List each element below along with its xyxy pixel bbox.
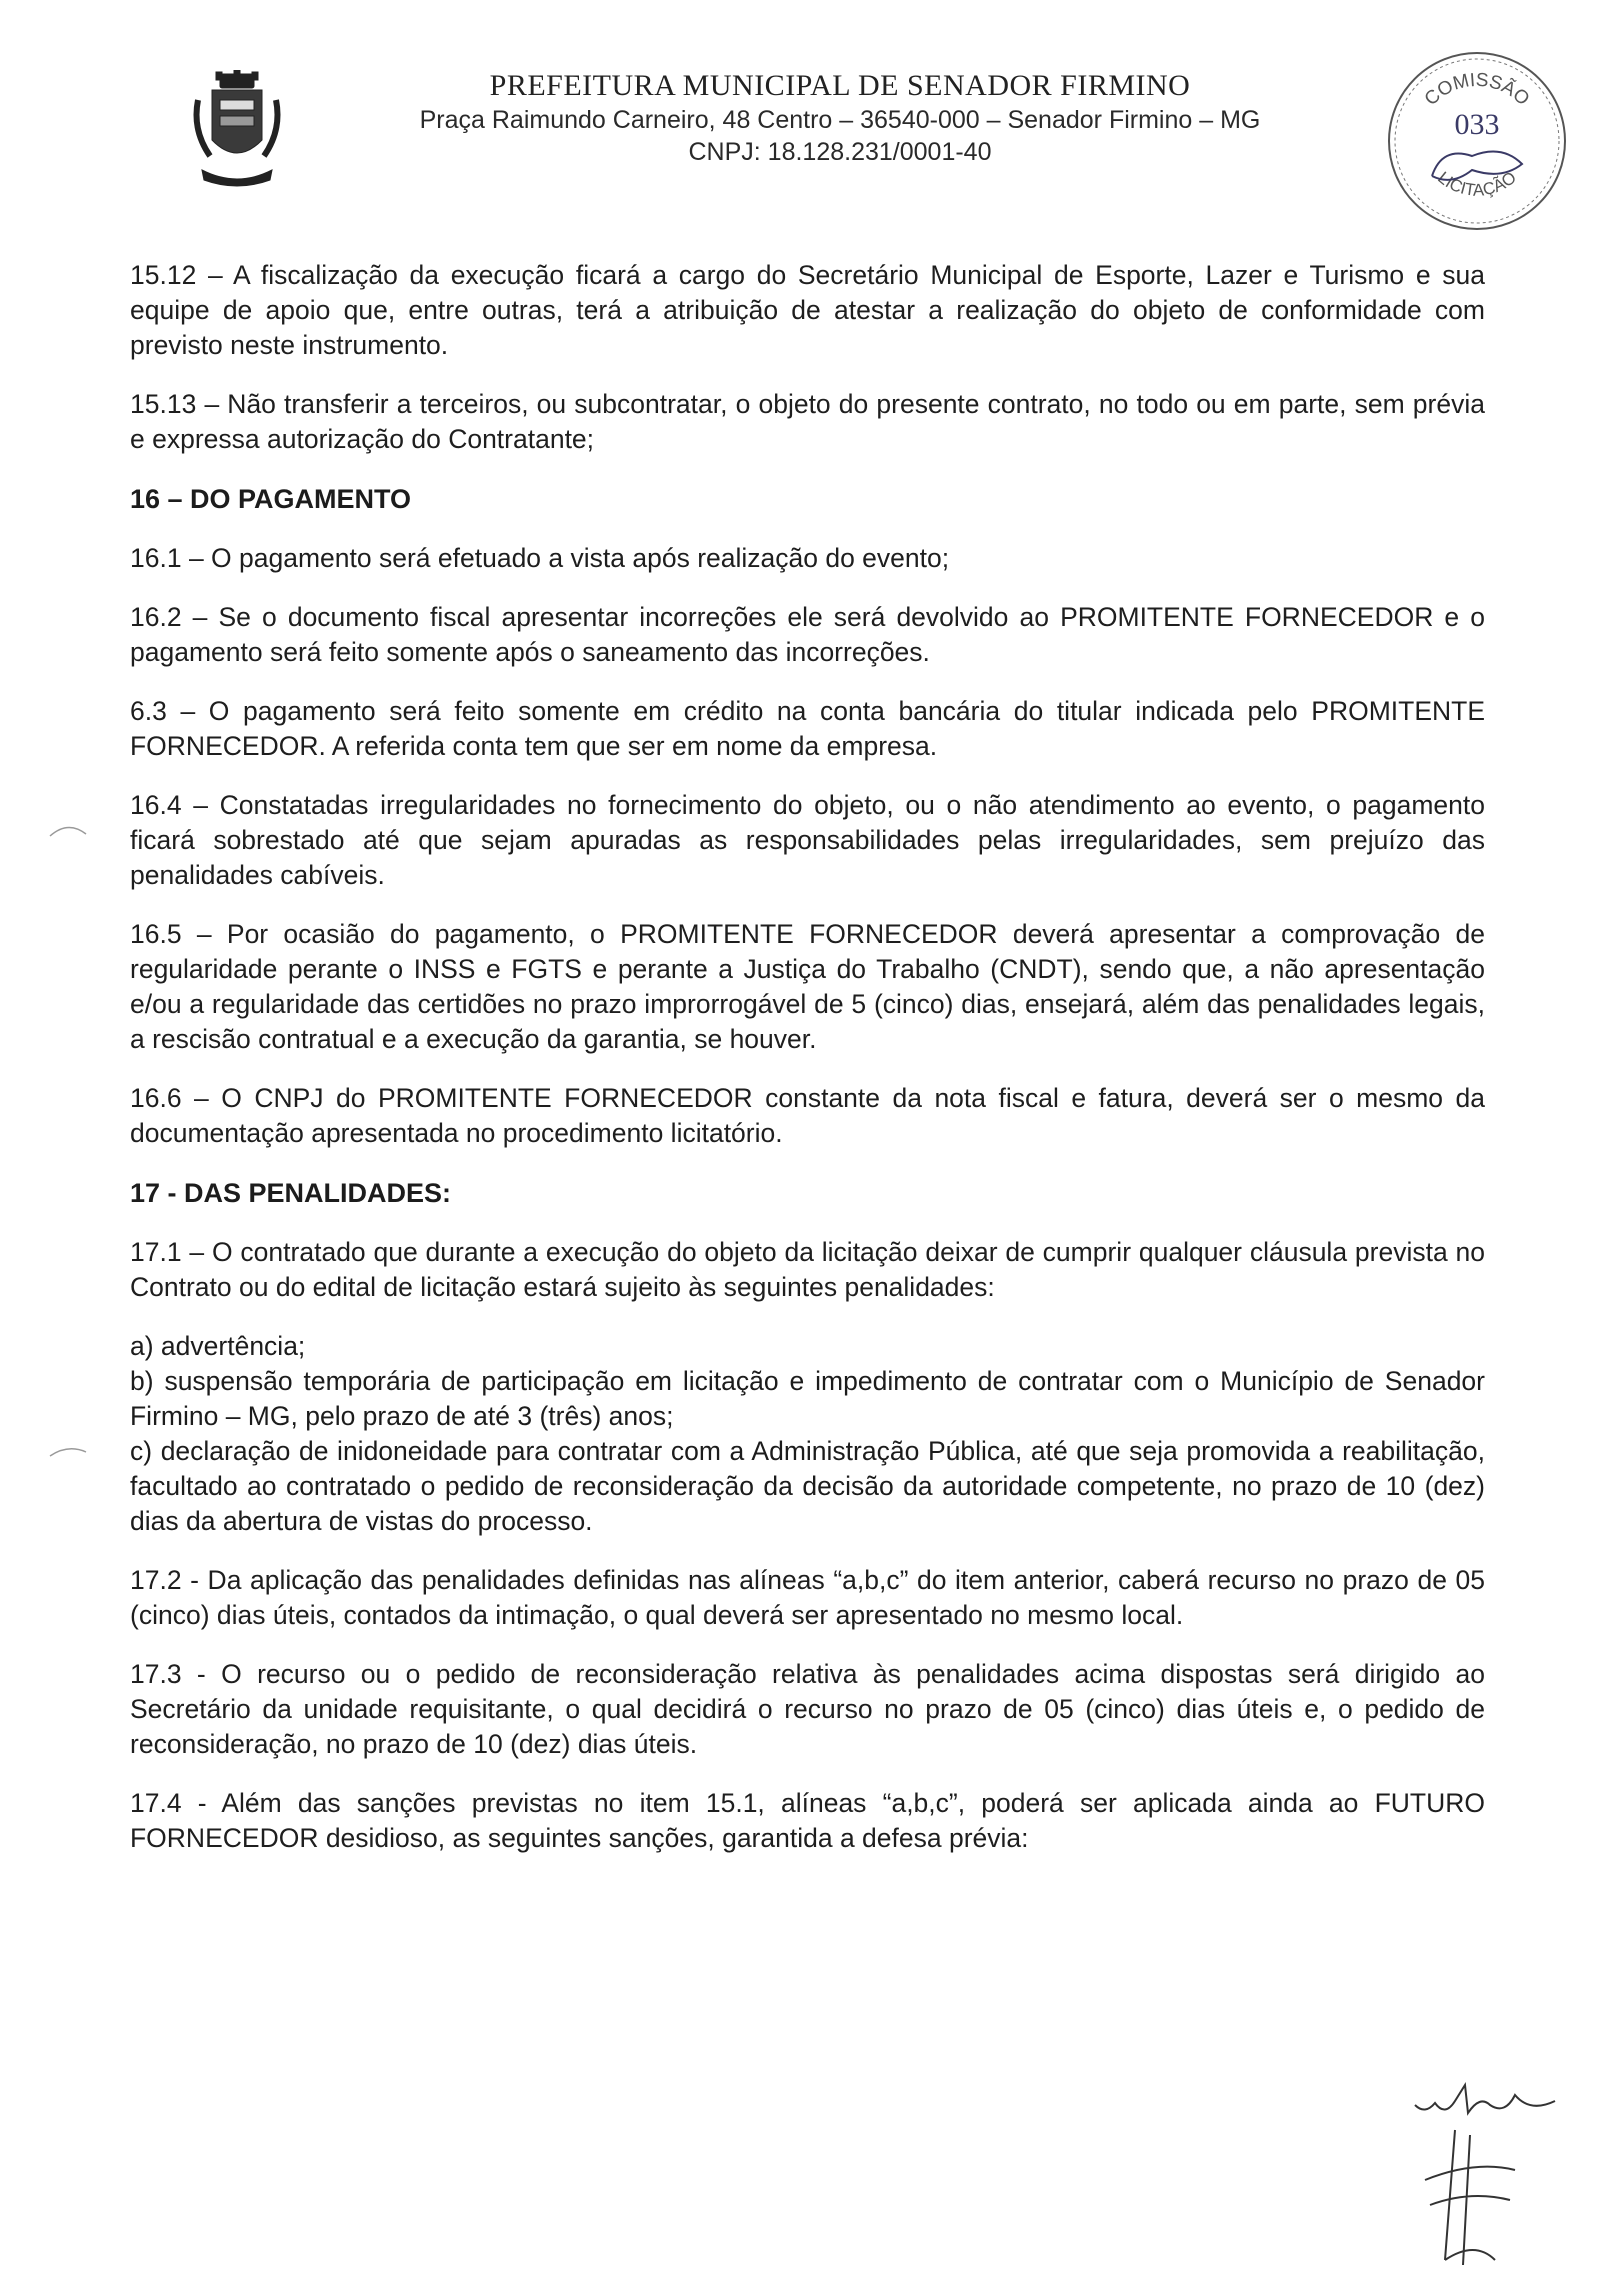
stamp-number: 033: [1454, 108, 1500, 141]
clause-16-2: 16.2 – Se o documento fiscal apresentar incorreções ele será devolvido ao PROMITENTE FORNECEDOR e o pagamento será feito somente após o saneamento das incorreções.: [130, 602, 1485, 667]
stamp-top-text: COMISSÃO: [1420, 69, 1534, 111]
clause-16-6: 16.6 – O CNPJ do PROMITENTE FORNECEDOR constante da nota fiscal e fatura, deverá ser o mesmo da documentação apresentada no procedimento licitatório.: [130, 1083, 1485, 1148]
letterhead-cnpj: CNPJ: 18.128.231/0001-40: [688, 138, 992, 166]
handwritten-signature-icon: [1410, 2065, 1560, 2125]
clause-16-1: 16.1 – O pagamento será efetuado a vista após realização do evento;: [130, 543, 950, 573]
svg-text:COMISSÃO: [1421, 70, 1534, 110]
stamp-bottom-text: LICITAÇÃO: [1434, 167, 1520, 200]
clause-15-12: 15.12 – A fiscalização da execução ficará a cargo do Secretário Municipal de Esporte, Lazer e Turismo e sua equipe de apoio que, entre outras, terá a atribuição de atestar a realização do objeto de conformidade com previsto neste instrumento.: [130, 260, 1485, 360]
section-17-heading: 17 - DAS PENALIDADES:: [130, 1178, 452, 1208]
handwritten-initials-icon: [1415, 2120, 1525, 2270]
penalty-item-a: a) advertência;: [130, 1331, 306, 1361]
penalty-item-b: b) suspensão temporária de participação em licitação e impedimento de contratar com o Município de Senador Firmino – MG, pelo prazo de até 3 (três) anos;: [130, 1366, 1485, 1431]
clause-17-2: 17.2 - Da aplicação das penalidades definidas nas alíneas “a,b,c” do item anterior, caberá recurso no prazo de 05 (cinco) dias úteis, contados da intimação, o qual deverá ser apresentado no mesmo local.: [130, 1565, 1485, 1630]
clause-6-3: 6.3 – O pagamento será feito somente em crédito na conta bancária do titular indicada pelo PROMITENTE FORNECEDOR. A referida conta tem que ser em nome da empresa.: [130, 696, 1485, 761]
clause-17-4: 17.4 - Além das sanções previstas no item 15.1, alíneas “a,b,c”, poderá ser aplicada ainda ao FUTURO FORNECEDOR desidioso, as seguintes sanções, garantida a defesa prévia:: [130, 1788, 1485, 1853]
letterhead-address: Praça Raimundo Carneiro, 48 Centro – 36540-000 – Senador Firmino – MG: [419, 106, 1261, 134]
municipal-coat-of-arms-icon: [192, 70, 282, 192]
commission-stamp-icon: [1382, 46, 1572, 236]
penalty-list: [130, 1329, 1485, 1539]
clause-16-5: 16.5 – Por ocasião do pagamento, o PROMITENTE FORNECEDOR deverá apresentar a comprovação de regularidade perante o INSS e FGTS e perante a Justiça do Trabalho (CNDT), sendo que, a não apresentação e/ou a regularidade das certidões no prazo improrrogável de 5 (cinco) dias, ensejará, além das penalidades legais, a rescisão contratual e a execução da garantia, se houver.: [130, 919, 1485, 1054]
margin-mark: [48, 820, 88, 840]
penalty-item-c: c) declaração de inidoneidade para contratar com a Administração Pública, até que seja promovida a reabilitação, facultado ao contratado o pedido de reconsideração da decisão da autoridade competente, no prazo de 10 (dez) dias da abertura de vistas do processo.: [130, 1436, 1485, 1536]
clause-17-1: 17.1 – O contratado que durante a execução do objeto da licitação deixar de cumprir qualquer cláusula prevista no Contrato ou do edital de licitação estará sujeito às seguintes penalidades:: [130, 1237, 1485, 1302]
margin-mark: [48, 1440, 88, 1460]
letterhead: [340, 68, 1340, 168]
clause-15-13: 15.13 – Não transferir a terceiros, ou subcontratar, o objeto do presente contrato, no todo ou em parte, sem prévia e expressa autorização do Contratante;: [130, 389, 1485, 454]
section-16-heading: 16 – DO PAGAMENTO: [130, 484, 412, 514]
letterhead-title: PREFEITURA MUNICIPAL DE SENADOR FIRMINO: [489, 69, 1191, 102]
clause-16-4: 16.4 – Constatadas irregularidades no fornecimento do objeto, ou o não atendimento ao evento, o pagamento ficará sobrestado até que sejam apuradas as responsabilidades pelas irregularidades, sem prejuízo das penalidades cabíveis.: [130, 790, 1485, 890]
document-body: [130, 258, 1485, 1880]
clause-17-3: 17.3 - O recurso ou o pedido de reconsideração relativa às penalidades acima dispostas será dirigido ao Secretário da unidade requisitante, o qual decidirá o recurso no prazo de 05 (cinco) dias úteis e, o pedido de reconsideração, no prazo de 10 (dez) dias úteis.: [130, 1659, 1485, 1759]
